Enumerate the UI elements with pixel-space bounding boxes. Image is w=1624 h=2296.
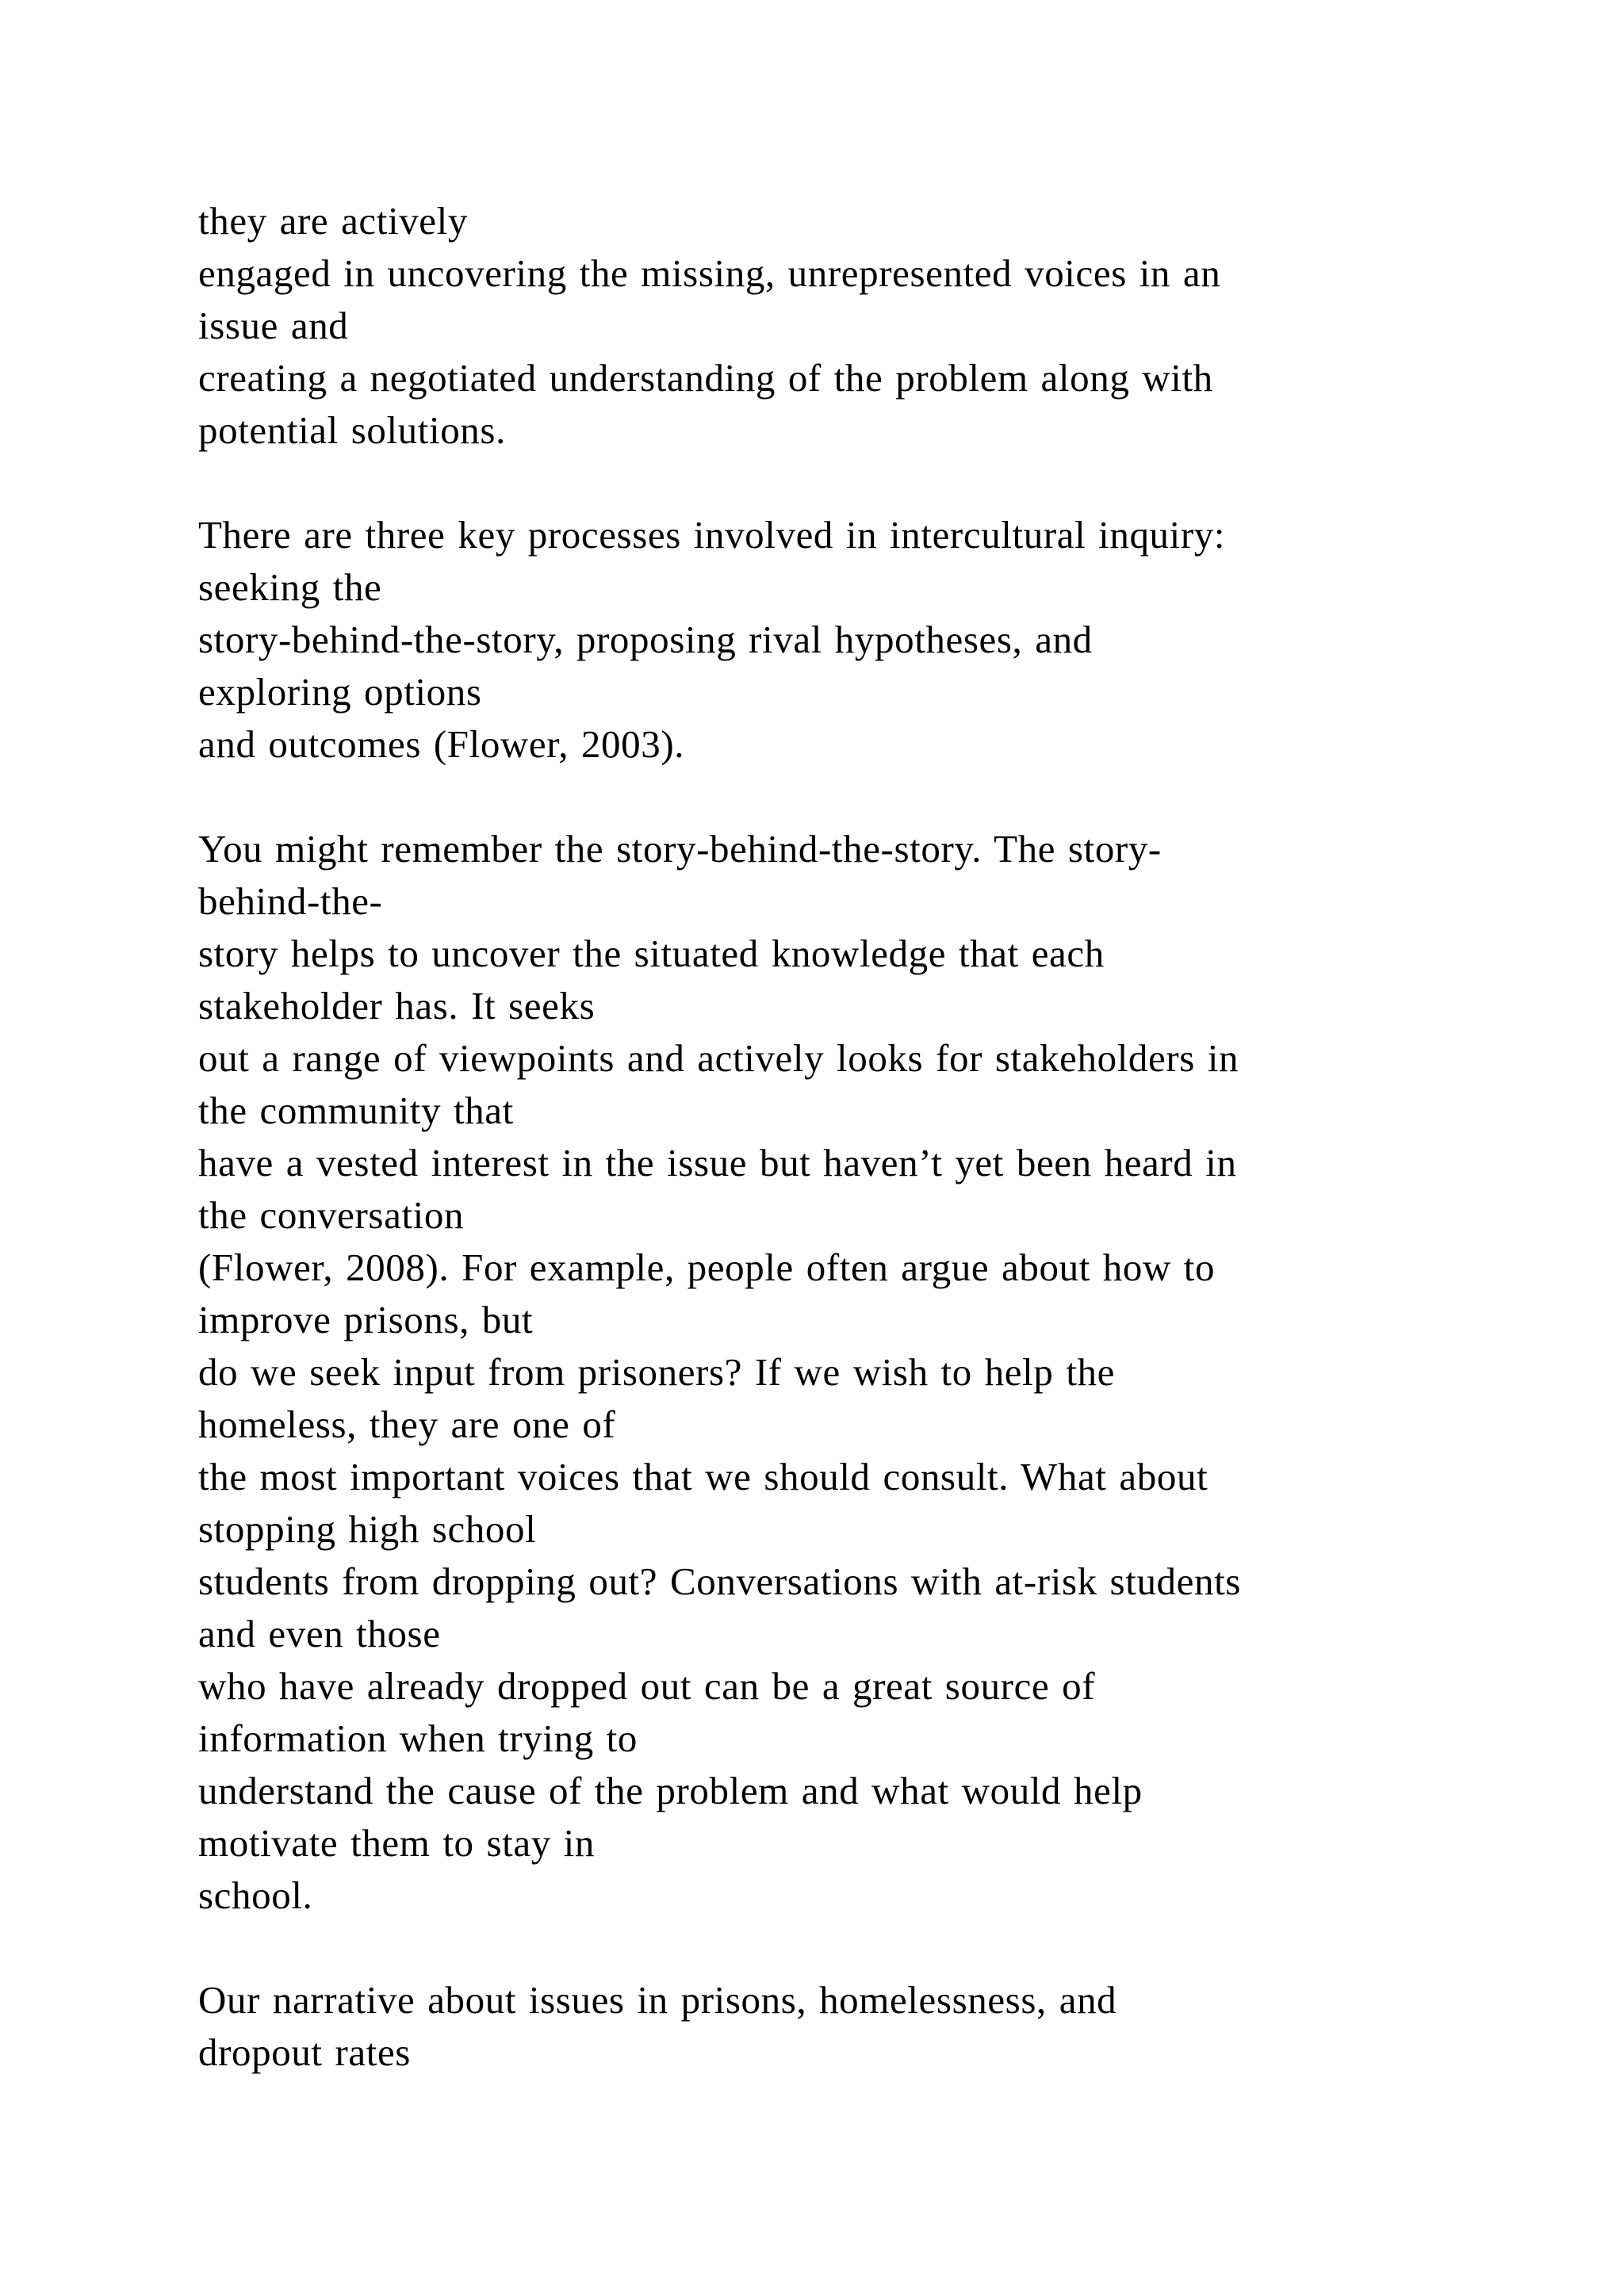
text-line: the community that: [198, 1089, 514, 1132]
paragraph-break: [198, 457, 1546, 509]
paragraph-3: [198, 823, 1546, 1922]
text-line: (Flower, 2008). For example, people often argue about how to: [198, 1246, 1216, 1289]
text-line: seeking the: [198, 565, 382, 609]
text-line: stakeholder has. It seeks: [198, 984, 596, 1027]
text-line: engaged in uncovering the missing, unrepresented voices in an: [198, 251, 1221, 295]
text-line: dropout rates: [198, 2030, 411, 2074]
text-line: and outcomes (Flower, 2003).: [198, 722, 685, 766]
document-body: [198, 195, 1546, 2079]
text-line: students from dropping out? Conversations with at-risk students: [198, 1559, 1241, 1603]
text-line: who have already dropped out can be a great source of: [198, 1664, 1096, 1708]
text-line: and even those: [198, 1612, 441, 1655]
text-line: school.: [198, 1873, 313, 1917]
text-line: story-behind-the-story, proposing rival hypotheses, and: [198, 618, 1093, 661]
text-line: out a range of viewpoints and actively looks for stakeholders in: [198, 1036, 1239, 1080]
paragraph-4: [198, 1974, 1546, 2079]
text-line: stopping high school: [198, 1507, 537, 1551]
text-line: Our narrative about issues in prisons, homelessness, and: [198, 1978, 1117, 2022]
text-line: they are actively: [198, 199, 468, 243]
paragraph-break: [198, 1922, 1546, 1974]
text-line: homeless, they are one of: [198, 1402, 616, 1446]
text-line: You might remember the story-behind-the-story. The story-: [198, 827, 1162, 871]
paragraph-1: [198, 195, 1546, 457]
text-line: exploring options: [198, 670, 482, 714]
text-line: potential solutions.: [198, 408, 506, 452]
text-line: information when trying to: [198, 1716, 638, 1760]
text-line: improve prisons, but: [198, 1298, 534, 1341]
text-line: the conversation: [198, 1193, 465, 1237]
text-line: do we seek input from prisoners? If we wish to help the: [198, 1350, 1115, 1394]
text-line: creating a negotiated understanding of the problem along with: [198, 356, 1213, 400]
text-line: behind-the-: [198, 879, 383, 923]
text-line: have a vested interest in the issue but haven’t yet been heard in: [198, 1141, 1237, 1184]
text-line: issue and: [198, 304, 349, 347]
text-line: understand the cause of the problem and what would help: [198, 1769, 1143, 1812]
text-line: motivate them to stay in: [198, 1821, 595, 1865]
text-line: There are three key processes involved in intercultural inquiry:: [198, 513, 1226, 557]
paragraph-break: [198, 771, 1546, 823]
text-line: story helps to uncover the situated knowledge that each: [198, 932, 1105, 975]
paragraph-2: [198, 509, 1546, 771]
text-line: the most important voices that we should consult. What about: [198, 1455, 1208, 1498]
